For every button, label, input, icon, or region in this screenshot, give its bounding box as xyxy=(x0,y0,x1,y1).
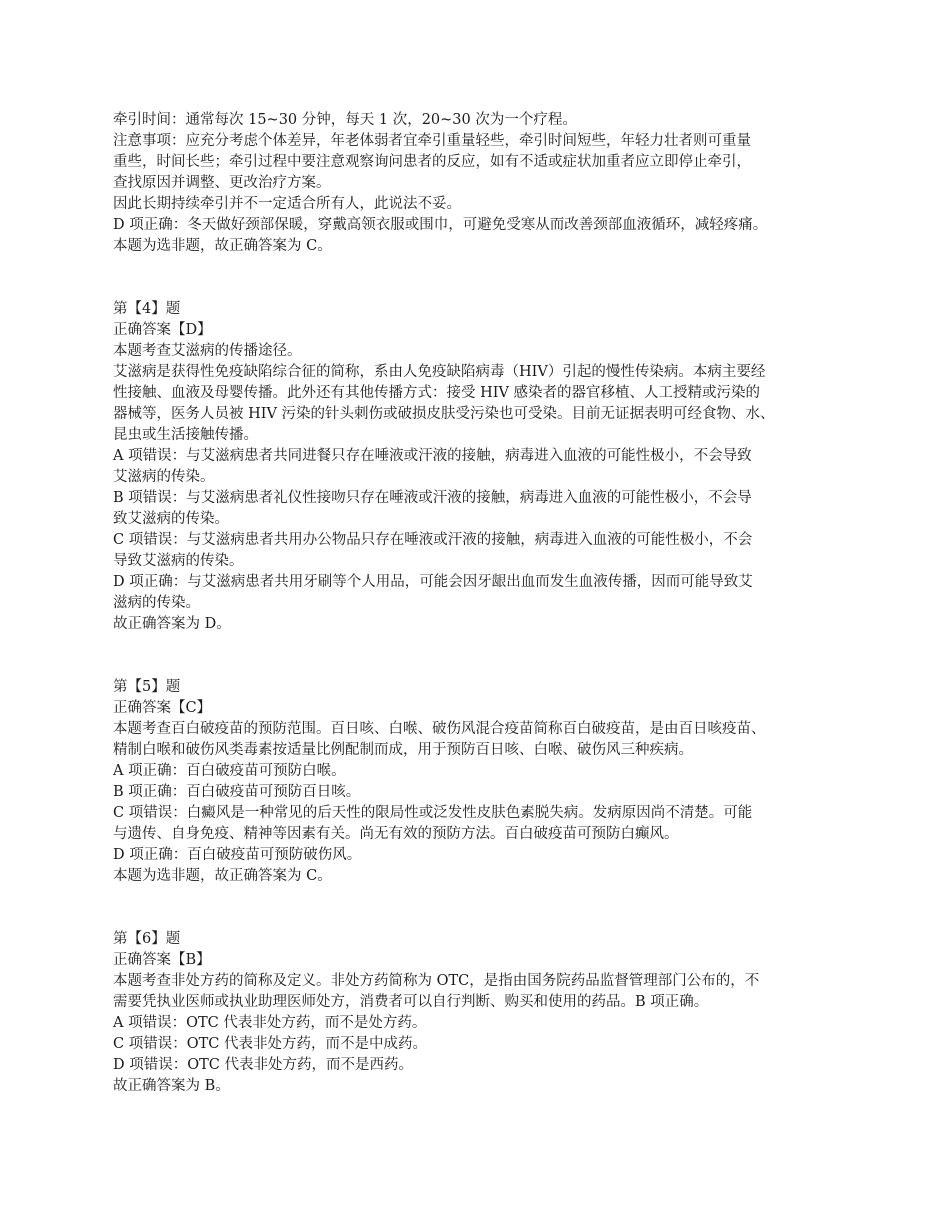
question-heading: 第【6】题 xyxy=(113,931,181,947)
text-line: 本题考查艾滋病的传播途径。 xyxy=(113,343,302,359)
question-heading: 第【5】题 xyxy=(113,679,181,695)
option-c-line: C 项错误：白癜风是一种常见的后天性的限局性或泛发性皮肤色素脱失病。发病原因尚不清楚。可能 xyxy=(113,805,753,821)
answer-heading: 正确答案【C】 xyxy=(113,700,212,716)
section-spacer xyxy=(113,257,843,299)
option-d-line: D 项正确：与艾滋病患者共用牙刷等个人用品，可能会因牙龈出血而发生血液传播，因而可能导致艾 xyxy=(113,574,753,590)
option-b-line: B 项正确：百白破疫苗可预防百日咳。 xyxy=(113,784,361,800)
question-heading: 第【4】题 xyxy=(113,301,181,317)
text-line: 因此长期持续牵引并不一定适合所有人，此说法不妥。 xyxy=(113,196,461,212)
text-line: 本题考查百白破疫苗的预防范围。百日咳、白喉、破伤风混合疫苗简称百白破疫苗，是由百日咳疫苗、 xyxy=(113,721,766,737)
option-d-line: D 项正确：百白破疫苗可预防破伤风。 xyxy=(113,847,362,863)
text-line: 牵引时间：通常每次 15~30 分钟，每天 1 次，20~30 次为一个疗程。 xyxy=(113,112,577,128)
intro-section xyxy=(113,110,843,257)
option-a-line: A 项错误：与艾滋病患者共同进餐只存在唾液或汗液的接触，病毒进入血液的可能性极小，不会导致 xyxy=(113,448,752,464)
text-line: 需要凭执业医师或执业助理医师处方，消费者可以自行判断、购买和使用的药品。B 项正确。 xyxy=(113,994,709,1010)
text-line: 查找原因并调整、更改治疗方案。 xyxy=(113,175,331,191)
text-line: 本题考查非处方药的简称及定义。非处方药简称为 OTC，是指由国务院药品监督管理部门公布的，不 xyxy=(113,973,760,989)
option-b-line: B 项错误：与艾滋病患者礼仪性接吻只存在唾液或汗液的接触，病毒进入血液的可能性极小，不会导 xyxy=(113,490,752,506)
text-line: 注意事项：应充分考虑个体差异，年老体弱者宜牵引重量轻些，牵引时间短些，年轻力壮者则可重量 xyxy=(113,133,751,149)
text-line: 致艾滋病的传染。 xyxy=(113,511,229,527)
text-line: 昆虫或生活接触传播。 xyxy=(113,427,258,443)
text-line: 滋病的传染。 xyxy=(113,595,200,611)
question-5-section xyxy=(113,677,843,887)
conclusion-line: 故正确答案为 D。 xyxy=(113,616,231,632)
conclusion-line: 本题为选非题，故正确答案为 C。 xyxy=(113,868,332,884)
option-c-line: C 项错误：与艾滋病患者共用办公物品只存在唾液或汗液的接触，病毒进入血液的可能性极小，不会 xyxy=(113,532,753,548)
question-6-section xyxy=(113,929,843,1097)
answer-heading: 正确答案【D】 xyxy=(113,322,212,338)
text-line: 重些，时间长些；牵引过程中要注意观察询问患者的反应，如有不适或症状加重者应立即停止牵引， xyxy=(113,154,751,170)
text-line: 导致艾滋病的传染。 xyxy=(113,553,244,569)
document-page xyxy=(113,110,843,1097)
section-spacer xyxy=(113,887,843,929)
text-line: 精制白喉和破伤风类毒素按适量比例配制而成，用于预防百日咳、白喉、破伤风三种疾病。 xyxy=(113,742,693,758)
option-d-line: D 项错误：OTC 代表非处方药，而不是西药。 xyxy=(113,1057,413,1073)
text-line: 艾滋病是获得性免疫缺陷综合征的简称，系由人免疫缺陷病毒（HIV）引起的慢性传染病。本病主要经 xyxy=(113,364,766,380)
option-a-line: A 项正确：百白破疫苗可预防白喉。 xyxy=(113,763,346,779)
option-c-line: C 项错误：OTC 代表非处方药，而不是中成药。 xyxy=(113,1036,427,1052)
answer-heading: 正确答案【B】 xyxy=(113,952,211,968)
text-line: 与遗传、自身免疫、精神等因素有关。尚无有效的预防方法。百白破疫苗可预防白癫风。 xyxy=(113,826,679,842)
text-line: 器械等，医务人员被 HIV 污染的针头刺伤或破损皮肤受污染也可受染。目前无证据表明可经食物、水、 xyxy=(113,406,775,422)
conclusion-line: 本题为选非题，故正确答案为 C。 xyxy=(113,238,332,254)
section-spacer xyxy=(113,635,843,677)
option-a-line: A 项错误：OTC 代表非处方药，而不是处方药。 xyxy=(113,1015,427,1031)
conclusion-line: 故正确答案为 B。 xyxy=(113,1078,230,1094)
text-line: D 项正确：冬天做好颈部保暖，穿戴高领衣服或围巾，可避免受寒从而改善颈部血液循环，减轻疼痛。 xyxy=(113,217,768,233)
text-line: 艾滋病的传染。 xyxy=(113,469,215,485)
text-line: 性接触、血液及母婴传播。此外还有其他传播方式：接受 HIV 感染者的器官移植、人工授精或污染的 xyxy=(113,385,761,401)
question-4-section xyxy=(113,299,843,635)
